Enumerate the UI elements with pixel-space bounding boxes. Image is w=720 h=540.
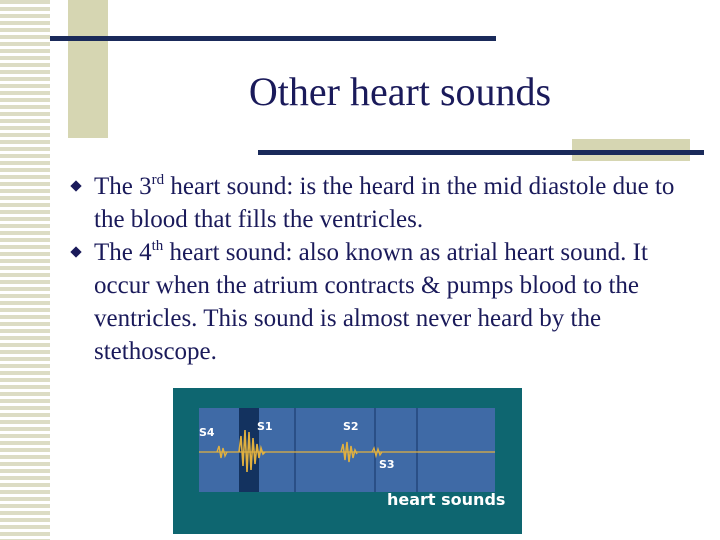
bullet-text-end: heart sound: also known as atrial heart sound. It occur when the atrium contracts & pumps blood to the ventricles. This sound is almost never heard by the stethoscope. <box>94 239 648 365</box>
bullet-text-start: The 3 <box>94 173 152 200</box>
phonocardiogram-panel <box>199 408 495 492</box>
bullet-list <box>70 170 700 368</box>
left-stripe-decoration <box>0 0 50 540</box>
bullet-ordinal-suffix: th <box>151 238 164 254</box>
s4-label: S4 <box>199 426 215 439</box>
bullet-text-end: heart sound: is the heard in the mid diastole due to the blood that fills the ventricles. <box>94 173 675 233</box>
bullet-item <box>70 170 700 236</box>
bullet-text-start: The 4 <box>94 239 152 266</box>
s1-label: S1 <box>257 420 273 433</box>
bottom-rule <box>258 150 704 155</box>
diamond-bullet-icon <box>70 180 81 191</box>
title-accent-block <box>68 0 108 138</box>
s2-label: S2 <box>343 420 359 433</box>
bullet-item <box>70 236 700 368</box>
bullet-ordinal-suffix: rd <box>151 172 165 188</box>
figure-caption: heart sounds <box>387 490 506 509</box>
slide-title: Other heart sounds <box>248 69 552 114</box>
top-rule <box>50 36 496 41</box>
s3-label: S3 <box>379 458 395 471</box>
diamond-bullet-icon <box>70 246 81 257</box>
heart-sounds-figure <box>173 388 522 534</box>
